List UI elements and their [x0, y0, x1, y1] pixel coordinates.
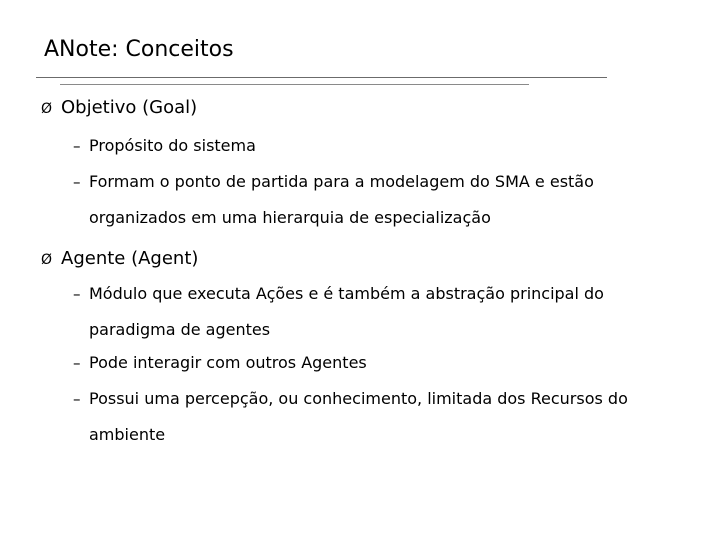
arrow-bullet-icon: Ø [41, 101, 53, 117]
sub-bullet-text: Formam o ponto de partida para a modelagem do SMA e estão organizados em uma hierarquia de especialização [89, 172, 594, 227]
bullet-goal-text: Objetivo (Goal) [61, 97, 198, 118]
dash-bullet-icon: – [73, 390, 81, 408]
sub-bullet-text: Possui uma percepção, ou conhecimento, limitada dos Recursos do ambiente [89, 389, 628, 444]
arrow-bullet-icon: Ø [41, 252, 53, 268]
sub-bullet-text: Pode interagir com outros Agentes [89, 353, 367, 372]
sub-bullet-text: Propósito do sistema [89, 136, 256, 155]
slide-title: ANote: Conceitos [44, 37, 234, 62]
dash-bullet-icon: – [73, 285, 81, 303]
dash-bullet-icon: – [73, 354, 81, 372]
bullet-agent-text: Agente (Agent) [61, 248, 199, 269]
sub-bullet-text: Módulo que executa Ações e é também a abstração principal do paradigma de agentes [89, 284, 604, 339]
dash-bullet-icon: – [73, 173, 81, 191]
dash-bullet-icon: – [73, 137, 81, 155]
title-divider-top [36, 77, 607, 78]
title-divider-bottom [60, 84, 529, 85]
